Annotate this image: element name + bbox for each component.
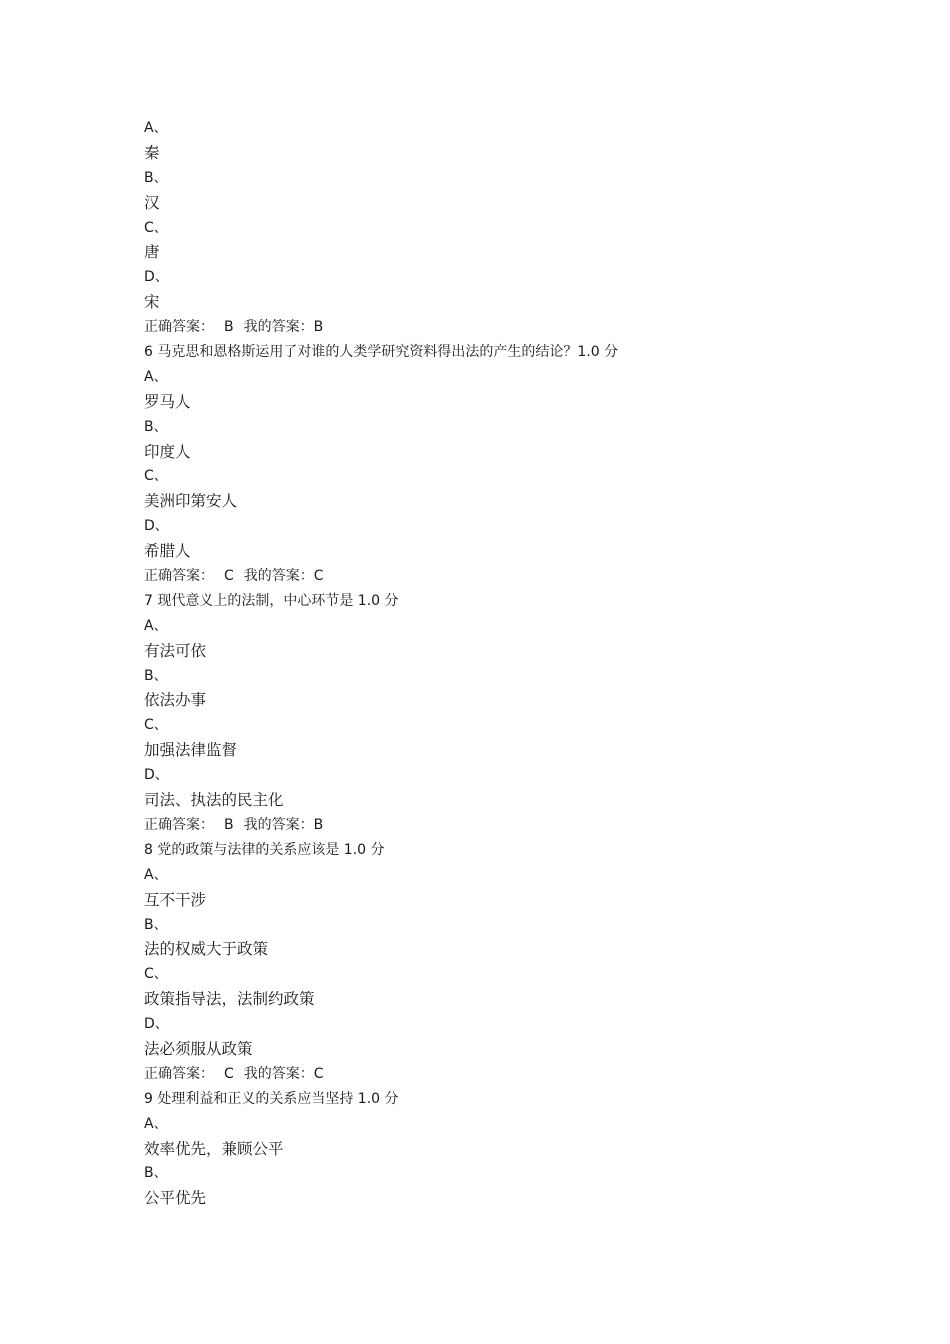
question-text: 9 处理利益和正义的关系应当坚持 1.0 分	[144, 1090, 399, 1107]
option-letter: C、	[144, 219, 168, 236]
option-letter: B、	[144, 667, 168, 684]
my-answer-value: C	[313, 1065, 324, 1082]
correct-answer-value: B	[224, 319, 234, 336]
correct-answer-label: 正确答案：	[144, 816, 214, 833]
question-text: 8 党的政策与法律的关系应该是 1.0 分	[144, 841, 385, 858]
my-answer-label: 我的答案：	[243, 1065, 314, 1082]
option-text: 印度人	[144, 442, 191, 461]
question-text: 6 马克思和恩格斯运用了对谁的人类学研究资料得出法的产生的结论？1.0 分	[144, 344, 619, 361]
question-block	[144, 340, 864, 589]
option-letter: C、	[144, 468, 168, 485]
option-letter: B、	[144, 916, 168, 933]
option-text: 互不干涉	[144, 890, 207, 909]
my-answer-value: B	[313, 319, 324, 336]
option-text: 法的权威大于政策	[144, 940, 269, 959]
correct-answer-label: 正确答案：	[144, 1065, 214, 1082]
option-letter: D、	[144, 1016, 169, 1033]
option-text: 宋	[144, 293, 160, 312]
answer-line	[144, 315, 864, 340]
question-block	[144, 838, 864, 1087]
option-text: 罗马人	[144, 392, 191, 411]
option-letter: A、	[144, 368, 168, 385]
question-block	[144, 1087, 864, 1211]
option-text: 汉	[144, 193, 160, 212]
question-text: 7 现代意义上的法制，中心环节是 1.0 分	[144, 592, 399, 609]
document-page	[144, 116, 864, 1211]
option-letter: A、	[144, 120, 168, 136]
option-letter: D、	[144, 269, 169, 286]
correct-answer-label: 正确答案：	[144, 568, 214, 585]
option-letter: C、	[144, 717, 168, 734]
option-letter: A、	[144, 1115, 168, 1132]
my-answer-label: 我的答案：	[243, 319, 314, 336]
option-text: 唐	[144, 243, 160, 262]
question-block	[144, 116, 864, 340]
option-text: 希腊人	[144, 542, 191, 561]
option-text: 政策指导法，法制约政策	[144, 990, 315, 1009]
option-letter: C、	[144, 966, 168, 983]
correct-answer-label: 正确答案：	[144, 319, 214, 336]
option-text: 公平优先	[144, 1189, 207, 1208]
answer-line	[144, 813, 864, 838]
correct-answer-value: C	[224, 1065, 234, 1082]
option-letter: B、	[144, 418, 168, 435]
correct-answer-value: C	[224, 568, 234, 585]
option-text: 有法可依	[144, 641, 207, 660]
my-answer-value: B	[313, 816, 324, 833]
question-block	[144, 589, 864, 838]
option-letter: D、	[144, 767, 169, 784]
option-text: 秦	[144, 143, 160, 162]
option-text: 美洲印第安人	[144, 492, 238, 511]
option-letter: D、	[144, 518, 169, 535]
answer-line	[144, 564, 864, 589]
option-letter: A、	[144, 866, 168, 883]
option-letter: A、	[144, 617, 168, 634]
my-answer-label: 我的答案：	[243, 568, 314, 585]
my-answer-label: 我的答案：	[243, 816, 314, 833]
option-letter: B、	[144, 169, 168, 186]
option-text: 法必须服从政策	[144, 1039, 253, 1058]
answer-line	[144, 1062, 864, 1087]
correct-answer-value: B	[224, 816, 234, 833]
my-answer-value: C	[313, 568, 324, 585]
option-text: 司法、执法的民主化	[144, 791, 284, 810]
option-text: 效率优先，兼顾公平	[144, 1139, 284, 1158]
option-letter: B、	[144, 1165, 168, 1182]
option-text: 依法办事	[144, 691, 207, 710]
option-text: 加强法律监督	[144, 741, 238, 760]
